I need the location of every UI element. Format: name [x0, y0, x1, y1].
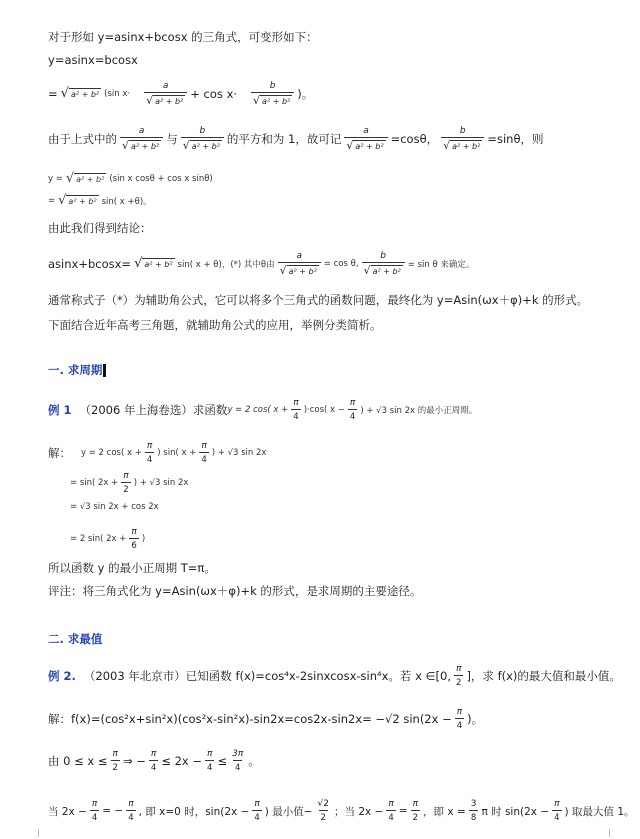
radicand: a² + b²: [288, 267, 317, 276]
solution-1-step-3: [70, 502, 159, 512]
denominator: 4: [90, 810, 99, 824]
intro-line-1: [48, 29, 318, 45]
numerator: π: [123, 471, 129, 481]
numerator: π: [131, 527, 137, 537]
fraction-pi-4: [386, 798, 395, 824]
text: 由于上式中的: [48, 131, 117, 146]
numerator: π: [554, 799, 560, 809]
numerator: b: [199, 126, 206, 136]
text: )。: [297, 86, 314, 101]
text: ≤ 2x −: [161, 754, 203, 768]
intro-line-10: [48, 317, 382, 333]
fraction-pi-4: [90, 798, 99, 824]
formula: = 2 sin( 2x +: [70, 534, 127, 544]
numerator: π: [150, 749, 157, 759]
example-1: [48, 397, 477, 423]
fraction-sqrt2-2: [316, 798, 331, 824]
fraction-b: b √ a² + b²: [251, 80, 294, 107]
denominator: 8: [469, 810, 478, 824]
text: =cosθ，: [390, 131, 439, 146]
text: y=asinx=bcosx: [48, 53, 138, 67]
intro-line-2: [48, 53, 138, 67]
text: (sin x cosθ + cos x sinθ): [109, 173, 213, 184]
heading-text: 一. 求周期: [48, 363, 103, 377]
numerator: π: [388, 799, 394, 809]
radicand: a² + b²: [191, 142, 220, 151]
text: ) + √3 sin 2x 的最小正周期。: [360, 406, 478, 416]
intro-line-6: [48, 194, 152, 207]
fraction-a: a √ a² + b²: [278, 250, 321, 277]
solution-1-conclusion: [48, 560, 216, 576]
denominator: 4: [205, 760, 214, 774]
numerator: π: [456, 664, 462, 674]
fraction-pi-4: [145, 440, 154, 466]
text: , 即 x=0 时，sin(2x −: [138, 805, 250, 818]
text: （2003 年北京市）已知函数 f(x)=cos⁴x-2sinxcosx-sin⁴x。若 x ∈[0,: [83, 669, 452, 683]
numerator: a: [363, 126, 369, 136]
intro-line-7: [48, 220, 152, 236]
text: ]，求 f(x)的最大值和最小值。: [466, 669, 621, 683]
intro-line-8: [48, 250, 474, 277]
numerator: b: [380, 251, 386, 261]
radicand: a² + b²: [144, 260, 173, 269]
text: ) 取最大值 1。: [564, 805, 635, 818]
solution-1-step-4: [70, 526, 145, 552]
text: 的平方和为 1，故可记: [226, 131, 342, 146]
denominator: 2: [319, 810, 328, 824]
fraction-pi-4: [149, 748, 158, 774]
denominator: 4: [455, 718, 464, 732]
text: （2006 年上海卷选）求函数: [79, 403, 228, 417]
fraction-pi-2: [454, 663, 463, 689]
denominator: 4: [126, 810, 135, 824]
page-corner-mark: [30, 829, 39, 837]
solution-1-step-2: [70, 470, 188, 496]
text: 对于形如 y=asinx+bcosx 的三角式，可变形如下：: [48, 30, 318, 44]
numerator: π: [412, 799, 419, 809]
example-2: [48, 663, 621, 689]
numerator: 3π: [232, 749, 244, 759]
fraction-3pi-4: [230, 748, 245, 774]
text: 解：f(x)=(cos²x+sin²x)(cos²x-sin²x)-sin2x=cos2x-sin2x= −√2 sin(2x −: [48, 712, 452, 726]
fraction-b: b √ a² + b²: [362, 250, 405, 277]
fraction-pi-6: [129, 526, 138, 552]
solution-1-comment: [48, 583, 421, 599]
text: 所以函数 y 的最小正周期 T=π。: [48, 561, 216, 575]
fraction-pi-2: [111, 748, 120, 774]
text: ，即 x =: [423, 805, 466, 818]
formula: y = 2 cos( x +: [227, 405, 289, 415]
section-2-heading: [48, 631, 102, 647]
text: asinx+bcosx=: [48, 256, 132, 271]
text: ⇒ −: [122, 754, 146, 768]
denominator: 4: [386, 810, 395, 824]
denominator: 4: [552, 810, 561, 824]
radicand: a² + b²: [262, 97, 291, 106]
radicand: a² + b²: [155, 97, 184, 106]
text: sin( x + θ)，(*) 其中θ由: [177, 259, 275, 270]
text: 。: [248, 754, 260, 768]
intro-line-4: [48, 125, 543, 152]
formula: ) + √3 sin 2x: [133, 478, 189, 488]
fraction-pi-4: [126, 798, 135, 824]
example-label: 例 1: [48, 403, 72, 417]
text: sin( x +θ)。: [101, 196, 152, 207]
numerator: b: [459, 126, 466, 136]
radicand: a² + b²: [131, 142, 160, 151]
denominator: 2: [121, 482, 130, 496]
fraction-pi-4: [199, 440, 208, 466]
denominator: 4: [348, 409, 357, 423]
fraction-pi-4: [455, 706, 464, 732]
solution-label: 解：: [48, 446, 71, 460]
numerator: b: [269, 81, 276, 91]
sqrt-term: √ a² + b²: [60, 86, 100, 101]
numerator: π: [112, 749, 118, 759]
denominator: 4: [291, 409, 300, 423]
radicand: a² + b²: [76, 175, 105, 184]
formula: ) + √3 sin 2x: [211, 448, 267, 458]
text: 由 0 ≤ x ≤: [48, 754, 108, 768]
text-cursor: [103, 364, 106, 377]
numerator: a: [162, 81, 169, 91]
formula: ) sin( x +: [157, 448, 197, 458]
text: 与: [166, 131, 178, 146]
numerator: √2: [317, 799, 329, 809]
text: 通常称式子（*）为辅助角公式，它可以将多个三角式的函数问题，最终化为 y=Asin(ωx＋φ)+k 的形式。: [48, 293, 589, 307]
text: ；当 2x −: [334, 805, 384, 818]
intro-line-5: [48, 172, 213, 185]
sqrt-term: √ a² + b²: [58, 193, 97, 208]
text: = sin θ 来确定。: [407, 259, 475, 270]
numerator: π: [201, 441, 207, 451]
formula: = sin( 2x +: [70, 478, 119, 488]
text: + cos x·: [190, 86, 238, 101]
solution-2-extrema: [48, 798, 635, 824]
section-1-heading: [48, 362, 106, 378]
fraction-pi-2: [121, 470, 130, 496]
radicand: a² + b²: [452, 142, 481, 151]
sqrt-term: √ a² + b²: [134, 256, 173, 271]
numerator: π: [349, 398, 356, 408]
fraction-pi-4: [552, 798, 561, 824]
text: (sin x·: [104, 88, 131, 99]
numerator: a: [138, 126, 145, 136]
formula: )·cos( x −: [303, 405, 345, 415]
formula: ): [141, 534, 146, 544]
numerator: π: [254, 799, 260, 809]
fraction-pi-4: [291, 397, 300, 423]
fraction-b: b √ a² + b²: [441, 125, 484, 152]
fraction-a: a √ a² + b²: [144, 80, 187, 107]
page-corner-mark: [609, 829, 618, 837]
numerator: π: [91, 799, 98, 809]
numerator: a: [296, 251, 302, 261]
text: =: [48, 195, 56, 206]
numerator: π: [293, 398, 299, 408]
fraction-a: a √ a² + b²: [344, 125, 387, 152]
heading-text: 二. 求最值: [48, 632, 103, 646]
text: 由此我们得到结论：: [48, 221, 152, 235]
text: =: [398, 805, 408, 817]
numerator: π: [456, 707, 463, 717]
fraction-pi-2: [411, 798, 420, 824]
text: =: [48, 86, 58, 101]
denominator: 4: [145, 452, 154, 466]
text: )。: [467, 712, 484, 726]
denominator: 4: [149, 760, 158, 774]
intro-line-9: [48, 292, 588, 308]
denominator: 2: [411, 810, 420, 824]
text: 当 2x −: [48, 805, 87, 818]
fraction-3-8: [469, 798, 479, 824]
numerator: π: [207, 749, 213, 759]
solution-1-step-1: [48, 440, 266, 466]
text: = cos θ,: [323, 258, 359, 269]
text: y =: [48, 173, 63, 184]
intro-line-3: [48, 80, 313, 107]
radicand: a² + b²: [70, 90, 100, 99]
formula: y = 2 cos( x +: [81, 448, 142, 458]
denominator: 6: [129, 538, 138, 552]
numerator: π: [128, 799, 134, 809]
solution-2-line-1: [48, 706, 483, 732]
text: = −: [102, 805, 124, 817]
radicand: a² + b²: [372, 267, 401, 276]
denominator: 4: [252, 810, 261, 824]
numerator: 3: [470, 799, 477, 809]
solution-2-range: [48, 748, 260, 774]
fraction-pi-4: [252, 798, 261, 824]
formula: = √3 sin 2x + cos 2x: [70, 502, 159, 512]
text: ) 最小值−: [264, 805, 313, 818]
text: ≤: [217, 754, 228, 768]
example-label: 例 2.: [48, 669, 76, 683]
radicand: a² + b²: [68, 197, 97, 206]
fraction-b: b √ a² + b²: [181, 125, 224, 152]
denominator: 2: [111, 760, 120, 774]
text: 评注：将三角式化为 y=Asin(ωx＋φ)+k 的形式，是求周期的主要途径。: [48, 584, 422, 598]
sqrt-term: √ a² + b²: [65, 171, 105, 186]
fraction-a: a √ a² + b²: [120, 125, 163, 152]
text: π 时 sin(2x −: [481, 805, 550, 818]
denominator: 4: [199, 452, 208, 466]
denominator: 2: [454, 675, 463, 689]
denominator: 4: [233, 760, 242, 774]
radicand: a² + b²: [355, 142, 384, 151]
text: =sinθ，则: [487, 131, 544, 146]
fraction-pi-4: [205, 748, 214, 774]
fraction-pi-4: [348, 397, 357, 423]
text: 下面结合近年高考三角题，就辅助角公式的应用，举例分类简析。: [48, 318, 382, 332]
numerator: π: [146, 441, 153, 451]
